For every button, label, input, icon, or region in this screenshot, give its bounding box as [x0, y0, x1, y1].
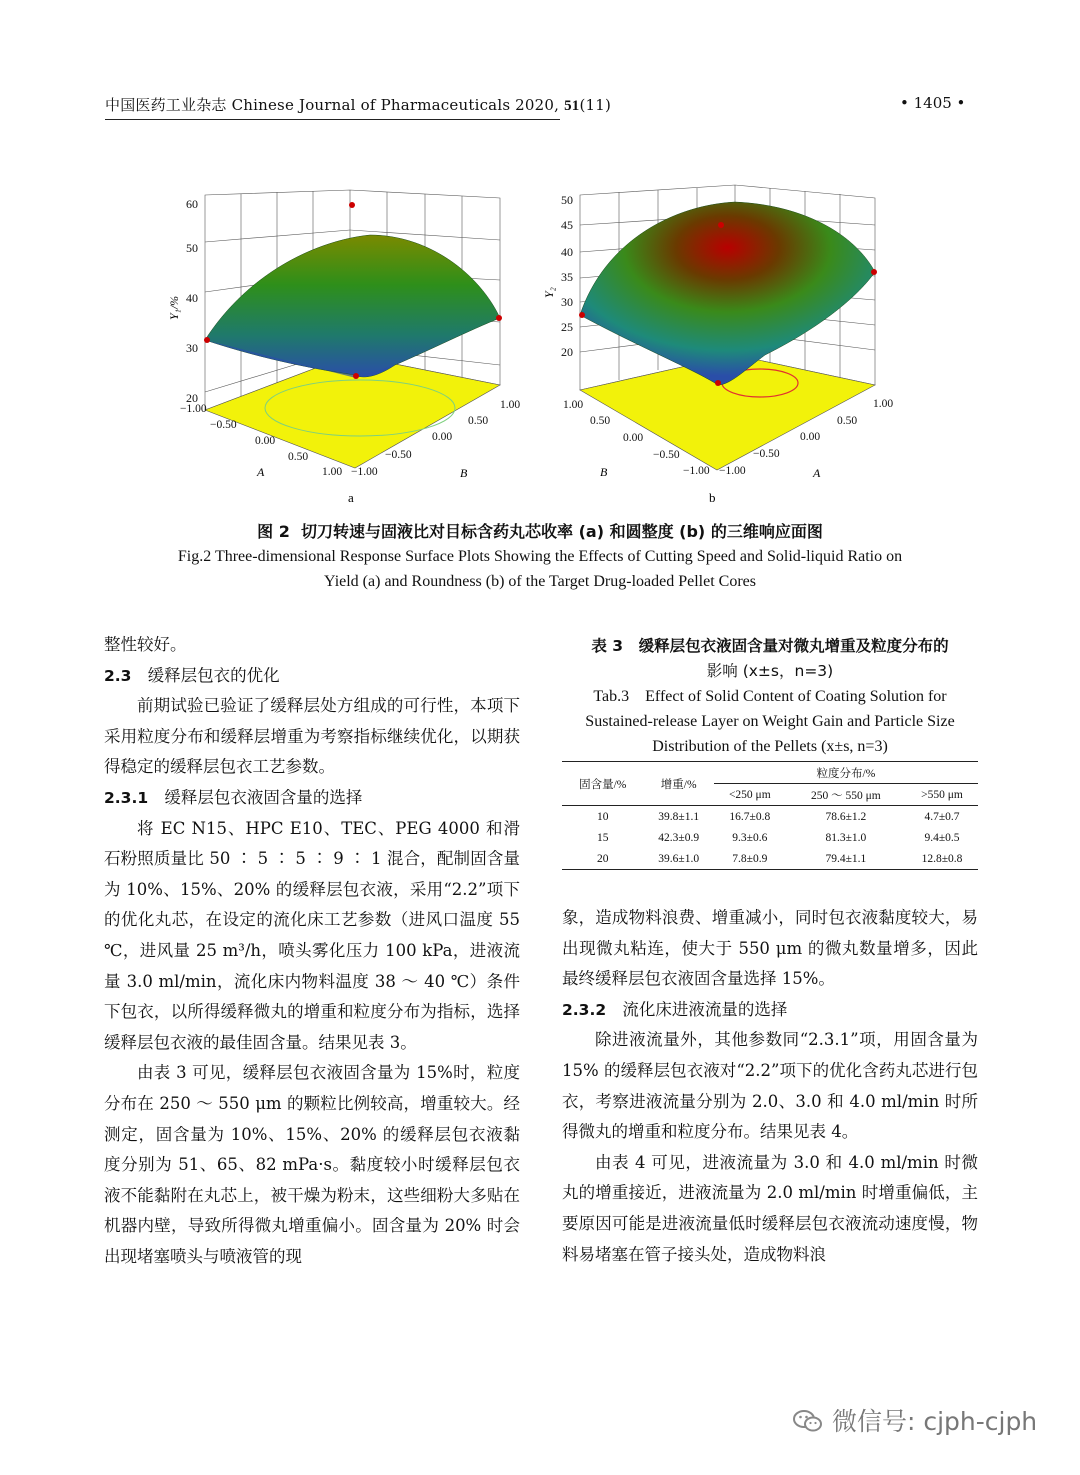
axis-label-a-B: B [460, 466, 468, 480]
point-a2 [204, 337, 210, 343]
point-a4 [353, 373, 359, 379]
z-tick-b-6: 50 [561, 193, 573, 207]
paragraph: 除进液流量外，其他参数同“2.3.1”项，用固含量为 15% 的缓释层包衣液对“2.2”项下的优化含药丸芯进行包衣，考察进液流量分别为 2.0、3.0 和 4.0 ml/min 时所得微丸的增重和粒度分布。结果见表 4。 [562, 1030, 978, 1142]
journal-name: 中国医药工业杂志 Chinese Journal of Pharmaceuticals 2020, [105, 96, 560, 114]
col-header-d3: >550 μm [921, 788, 963, 801]
paragraph: 前期试验已验证了缓释层处方组成的可行性，本项下采用粒度分布和缓释层增重为考察指标继续优化，以期获得稳定的缓释层包衣工艺参数。 [104, 696, 520, 777]
section-title: 流化床进液流量的选择 [622, 999, 788, 1019]
right-column [562, 903, 978, 1270]
paragraph-continuation: 象，造成物料浪费、增重减小，同时包衣液黏度较大，易出现微丸粘连，使大于 550 μm 的微丸数量增多，因此最终缓释层包衣液固含量选择 15%。 [562, 908, 978, 989]
a-tick-b-1: −0.50 [753, 448, 780, 460]
table-cell: 10 [597, 810, 609, 823]
table-cell: 42.3±0.9 [658, 831, 700, 844]
col-header-d1: <250 μm [728, 788, 771, 801]
table-cell: 39.8±1.1 [658, 810, 700, 823]
a-tick-a-1: −0.50 [210, 419, 237, 431]
z-tick-a-0: 20 [186, 391, 198, 405]
figure-caption-zh-text: 切刀转速与固液比对目标含药丸芯收率 (a) 和圆整度 (b) 的三维响应面图 [301, 522, 823, 541]
table-cell: 39.6±1.0 [658, 852, 700, 865]
col-header-dist: 粒度分布/% [714, 762, 978, 784]
z-tick-a-3: 50 [186, 241, 198, 255]
panel-label-b: b [709, 490, 716, 505]
table-cell: 9.3±0.6 [732, 831, 768, 844]
table-3 [562, 761, 978, 870]
a-tick-a-0: −1.00 [180, 403, 207, 415]
section-2-3-heading [104, 661, 520, 692]
section-2-3-1-heading [104, 783, 520, 814]
table-cell: 9.4±0.5 [924, 831, 960, 844]
a-tick-b-3: 0.50 [837, 415, 858, 427]
table-caption-en-line2: Sustained-release Layer on Weight Gain and Particle Size [585, 713, 955, 730]
volume: 51 [564, 98, 580, 114]
surface-a [205, 235, 500, 377]
paragraph: 由表 4 可见，进液流量为 3.0 和 4.0 ml/min 时微丸的增重接近，进液流量为 2.0 ml/min 时增重偏低，主要原因可能是进液流量低时缓释层包衣液流动速度慢，物料易堵塞在管子接头处，造成物料浪 [562, 1152, 978, 1264]
response-surface-a [167, 180, 550, 515]
figure-caption-en-line1: Fig.2 Three-dimensional Response Surface Plots Showing the Effects of Cutting Speed and Solid-liquid Ratio on [177, 548, 903, 565]
point-b3 [871, 269, 877, 275]
paragraph-continuation: 整性较好。 [104, 635, 187, 654]
wechat-icon [792, 1408, 824, 1434]
section-title: 缓释层包衣的优化 [147, 665, 280, 685]
axis-label-b-A: A [813, 466, 821, 480]
watermark-text: 微信号: cjph-cjph [831, 1407, 1038, 1436]
figure-caption-en [100, 544, 980, 594]
b-tick-a-4: 1.00 [500, 399, 521, 411]
table-row [562, 806, 978, 828]
z-tick-b-3: 35 [561, 270, 573, 284]
b-tick-a-0: −1.00 [351, 466, 378, 478]
axis-label-b-B: B [600, 465, 608, 479]
table-cell: 12.8±0.8 [921, 852, 963, 865]
ylabel-b: Y₂ [542, 287, 556, 298]
b-tick-b-4: −1.00 [683, 465, 710, 477]
table-cell: 16.7±0.8 [729, 810, 771, 823]
col-header-d2: 250 ～ 550 μm [811, 789, 881, 802]
table-caption-en-line3: Distribution of the Pellets (x±s, n=3) [652, 738, 888, 755]
z-tick-a-4: 60 [186, 197, 198, 211]
table-cell: 81.3±1.0 [825, 831, 867, 844]
panel-label-a: a [348, 490, 354, 505]
a-tick-a-2: 0.00 [255, 435, 276, 447]
table-caption-zh-line1: 表 3 缓释层包衣液固含量对微丸增重及粒度分布的 [591, 637, 949, 655]
table-caption-en [556, 684, 984, 759]
z-tick-a-1: 30 [186, 341, 198, 355]
axis-label-a-A: A [257, 465, 265, 479]
table-caption-zh-line2: 影响 (x±s，n=3) [706, 662, 834, 680]
z-tick-b-0: 20 [561, 345, 573, 359]
ylabel-a: Y₁/% [167, 295, 181, 320]
point-b1 [718, 222, 724, 228]
z-tick-b-1: 25 [561, 320, 573, 334]
table-cell: 7.8±0.9 [732, 852, 768, 865]
b-tick-b-0: 1.00 [563, 399, 584, 411]
issue: (11) [579, 96, 612, 114]
paragraph: 由表 3 可见，缓释层包衣液固含量为 15%时，粒度分布在 250 ～ 550 μm 的颗粒比例较高，增重较大。经测定，固含量为 10%、15%、20% 的缓释层包衣液黏度分别为 51、65、82 mPa·s。黏度较小时缓释层包衣液不能黏附在丸芯上，被干燥为粉末，这些细粉大多贴在机器内壁，导致所得微丸增重偏小。固含量为 20% 时会出现堵塞喷头与喷液管的现 [104, 1063, 520, 1266]
table-cell: 78.6±1.2 [825, 810, 867, 823]
response-surface-b [535, 180, 915, 515]
z-tick-a-2: 40 [186, 291, 198, 305]
a-tick-b-2: 0.00 [800, 431, 821, 443]
table-cell: 4.7±0.7 [924, 810, 960, 823]
z-tick-b-4: 40 [561, 245, 573, 259]
wechat-watermark [792, 1402, 1037, 1438]
z-tick-b-2: 30 [561, 295, 573, 309]
b-tick-b-1: 0.50 [590, 415, 611, 427]
table-cell: 20 [597, 852, 609, 865]
surface-b [580, 202, 875, 385]
col-header-solid: 固含量/% [562, 762, 644, 806]
a-tick-a-3: 0.50 [288, 451, 309, 463]
a-tick-b-4: 1.00 [873, 398, 894, 410]
figure-caption-en-line2: Yield (a) and Roundness (b) of the Target Drug-loaded Pellet Cores [324, 573, 756, 590]
section-number: 2.3 [104, 666, 132, 685]
table-caption-en-line1: Tab.3 Effect of Solid Content of Coating Solution for [593, 688, 947, 705]
table-row [562, 848, 978, 870]
left-column [104, 630, 520, 1272]
figure-caption-zh [0, 519, 1080, 542]
page-number: • 1405 • [900, 94, 966, 112]
col-header-gain: 增重/% [644, 762, 714, 806]
b-tick-b-2: 0.00 [623, 432, 644, 444]
b-tick-a-2: 0.00 [432, 431, 453, 443]
b-tick-a-3: 0.50 [468, 415, 489, 427]
table-cell: 79.4±1.1 [825, 852, 867, 865]
point-a1 [349, 202, 355, 208]
a-tick-a-4: 1.00 [322, 466, 343, 478]
table-row [562, 827, 978, 848]
z-tick-b-5: 45 [561, 218, 573, 232]
b-tick-a-1: −0.50 [385, 449, 412, 461]
section-title: 缓释层包衣液固含量的选择 [164, 787, 363, 807]
section-number: 2.3.1 [104, 788, 149, 807]
paragraph: 将 EC N15、HPC E10、TEC、PEG 4000 和滑石粉照质量比 50 ∶ 5 ∶ 5 ∶ 9 ∶ 1 混合，配制固含量为 10%、15%、20% 的缓释层包衣液，采用“2.2”项下的优化丸芯，在设定的流化床工艺参数（进风口温度 55 ℃，进风量 25 m³/h，喷头雾化压力 100 kPa，进液流量 3.0 ml/min，流化床内物料温度 38 ～ 40 ℃）条件下包衣，以所得缓释微丸的增重和粒度分布为指标，选择缓释层包衣液的最佳固含量。结果见表 3。 [104, 818, 520, 1052]
figure-label-zh: 图 2 [257, 522, 290, 541]
section-2-3-2-heading [562, 995, 978, 1026]
point-b4 [715, 380, 721, 386]
section-number: 2.3.2 [562, 1000, 607, 1019]
b-tick-b-3: −0.50 [653, 449, 680, 461]
point-b2 [579, 312, 585, 318]
a-tick-b-0: −1.00 [719, 465, 746, 477]
point-a3 [496, 315, 502, 321]
table-caption-zh [562, 634, 978, 684]
table-cell: 15 [597, 831, 609, 844]
running-header [105, 94, 612, 120]
